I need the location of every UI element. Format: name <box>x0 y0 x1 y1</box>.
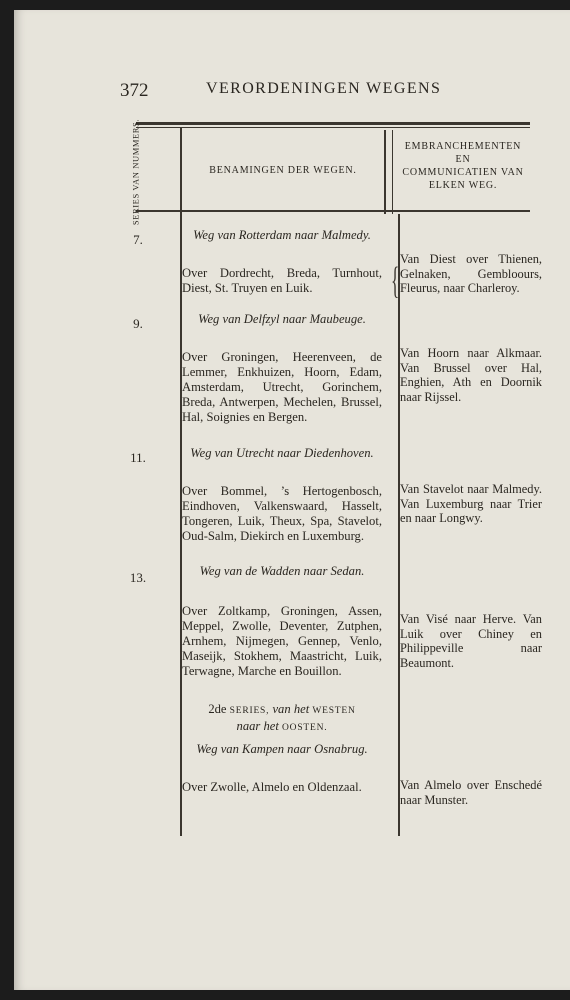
series-heading: 2de SERIES, van het WESTEN naar het OOSTEN. <box>208 702 356 733</box>
road-title: Weg van Utrecht naar Diedenhoven. <box>190 446 374 460</box>
road-route: Over Groningen, Heerenveen, de Lemmer, Enkhuizen, Hoorn, Edam, Amsterdam, Utrecht, Gorinchem, Breda, Antwerpen, Mechelen, Brussel, Hal, Soignies en Bergen. <box>182 350 382 424</box>
running-title: VERORDENINGEN WEGENS <box>206 80 442 97</box>
table-top-rule-thin <box>136 127 530 128</box>
road-route: Over Dordrecht, Breda, Turnhout, Diest, St. Truyen en Luik. <box>182 266 382 295</box>
road-route: Over Bommel, ’s Hertogenbosch, Eindhoven, Valkenswaard, Hasselt, Tongeren, Luik, Theux, Spa, Stavelot, Oud-Salm, Diekirch en Luxemburg. <box>182 484 382 543</box>
page-number: 372 <box>120 80 149 101</box>
table-top-rule <box>136 122 530 125</box>
road-branches: Van Diest over Thienen, Gelnaken, Gembloours, Fleurus, naar Charleroy. <box>400 252 542 295</box>
row-number: 7. <box>133 232 143 247</box>
column-divider-right-head <box>384 130 386 214</box>
branches-column-header: EMBRANCHEMENTEN EN COMMUNICATIEN VAN ELKEN WEG. <box>402 141 524 191</box>
road-route: Over Zwolle, Almelo en Oldenzaal. <box>182 780 362 794</box>
row-number: 9. <box>133 316 143 331</box>
road-title: Weg van Kampen naar Osnabrug. <box>196 742 368 756</box>
header-bottom-rule <box>136 210 530 212</box>
row-number: 11. <box>130 450 146 465</box>
brace: { <box>391 260 400 302</box>
road-title: Weg van Rotterdam naar Malmedy. <box>193 228 371 242</box>
road-branches: Van Stavelot naar Malmedy. Van Luxemburg naar Trier en naar Longwy. <box>400 482 542 525</box>
road-branches: Van Hoorn naar Alkmaar. Van Brussel over Hal, Enghien, Ath en Doornik naar Rijssel. <box>400 346 542 404</box>
road-route: Over Zoltkamp, Groningen, Assen, Meppel, Zwolle, Deventer, Zutphen, Arnhem, Nijmegen, Gennep, Venlo, Maseijk, Stokhem, Maastricht, Luik, Terwagne, Marche en Bouillon. <box>182 604 382 678</box>
road-title: Weg van de Wadden naar Sedan. <box>199 564 365 578</box>
column-divider-right-head2 <box>392 130 393 214</box>
series-column-header: SERIES VAN NUMMERS. <box>130 118 141 226</box>
road-branches: Van Almelo over Enschedé naar Munster. <box>400 778 542 807</box>
row-number: 13. <box>129 570 147 585</box>
road-title: Weg van Delfzyl naar Maubeuge. <box>198 312 366 326</box>
road-branches: Van Visé naar Herve. Van Luik over Chiney en Philippeville naar Beaumont. <box>400 612 542 670</box>
names-column-header: BENAMINGEN DER WEGEN. <box>209 165 357 176</box>
